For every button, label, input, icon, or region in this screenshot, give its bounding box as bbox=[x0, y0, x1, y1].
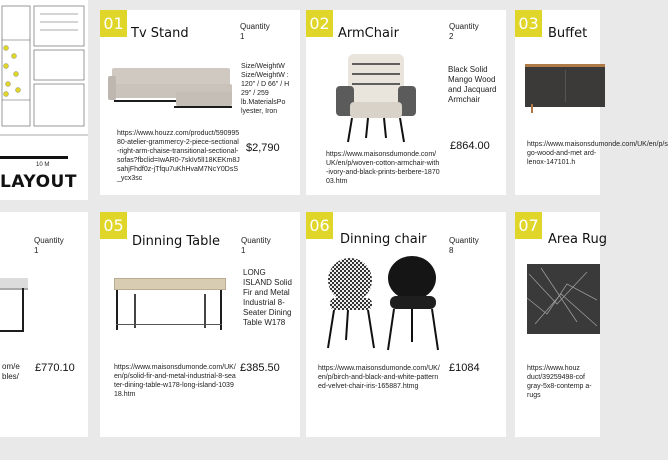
item-card-05 bbox=[100, 212, 300, 437]
rug-image bbox=[527, 264, 600, 334]
item-card-06 bbox=[306, 212, 506, 437]
floor-plan-fragment bbox=[0, 0, 88, 200]
item-card-02 bbox=[306, 10, 506, 195]
item-title: ArmChair bbox=[338, 26, 399, 41]
side-table-image bbox=[0, 278, 30, 338]
quantity-value: 8 bbox=[449, 246, 454, 255]
quantity-label: Quantity bbox=[34, 236, 64, 245]
item-url[interactable]: https://www.maisonsdumonde.com/UK/en/p/woven-cotton-armchair-with-ivory-and-black-prints-berbere-187003.htm bbox=[326, 151, 440, 185]
quantity-value: 1 bbox=[240, 32, 245, 41]
sofa-image bbox=[108, 62, 234, 118]
buffet-image bbox=[525, 64, 605, 114]
quantity-value: 2 bbox=[449, 32, 454, 41]
item-spec: LONG ISLAND Solid Fir and Metal Industrial 8-Seater Dining Table W178 bbox=[243, 268, 292, 327]
item-url[interactable]: https://www.maisonsdumonde.com/UK/en/p/birch-and-black-and-white-patterned-velvet-chair-iris-165887.htmg bbox=[318, 365, 440, 390]
dining-table-image bbox=[112, 274, 230, 338]
item-card-07 bbox=[515, 212, 607, 437]
item-card-01 bbox=[100, 10, 300, 195]
item-card-04 bbox=[0, 212, 88, 437]
item-price: £385.50 bbox=[240, 362, 280, 374]
quantity-value: 1 bbox=[241, 246, 246, 255]
item-price: $2,790 bbox=[246, 142, 280, 154]
item-price: £770.10 bbox=[35, 362, 75, 374]
item-number: 05 bbox=[100, 212, 127, 239]
item-price: £1084 bbox=[449, 362, 480, 374]
item-title: Tv Stand bbox=[131, 26, 189, 41]
quantity-label: Quantity bbox=[241, 236, 271, 245]
item-url[interactable]: https://www.maisonsdumonde.com/UK/en/p/solid-fir-and-metal-industrial-8-seater-dining-table-w178-long-island-103918.htm bbox=[114, 364, 236, 398]
item-number: 07 bbox=[515, 212, 542, 239]
quantity-label: Quantity bbox=[240, 22, 270, 31]
item-title: Buffet bbox=[548, 26, 588, 41]
quantity-value: 1 bbox=[34, 246, 39, 255]
item-card-03 bbox=[515, 10, 668, 195]
quantity-label: Quantity bbox=[449, 22, 479, 31]
item-url[interactable]: https://www.maisonsdumonde.com/UK/en/p/s go-wood-and-met ard-lenox-147101.h bbox=[527, 141, 668, 166]
floor-plan-drawing bbox=[0, 0, 88, 150]
item-number: 02 bbox=[306, 10, 333, 37]
armchair-image bbox=[328, 50, 424, 146]
item-url[interactable]: https://www.houzz.com/product/59099580-atelier-grammercy-2-piece-sectional-right-arm-chaise-transitional-sectional-sofas?fbclid=IwAR0-7skIv5lI18KEKm8JsahjFhdf0z-jTfqu7uKhHvaM7NcY0DsS_ycx3sc bbox=[117, 130, 240, 182]
item-spec: Black Solid Mango Wood and Jacquard Armchair bbox=[448, 65, 497, 104]
layout-label: LAYOUT bbox=[0, 172, 77, 192]
item-number: 01 bbox=[100, 10, 127, 37]
item-spec: Size/WeightW Size/WeightW : 120" / D 66" / H 29" / 259 lb.MaterialsPo lyester, Iron bbox=[241, 63, 290, 115]
item-title: Area Rug bbox=[548, 232, 607, 247]
dining-chairs-image bbox=[320, 254, 446, 354]
item-url[interactable]: https://www.houz duct/39259498-cof gray-5x8-contemp a-rugs bbox=[527, 365, 592, 399]
item-number: 06 bbox=[306, 212, 333, 239]
item-number: 03 bbox=[515, 10, 542, 37]
item-title: Dinning chair bbox=[340, 232, 427, 247]
item-title: Dinning Table bbox=[132, 234, 220, 249]
quantity-label: Quantity bbox=[449, 236, 479, 245]
item-price: £864.00 bbox=[450, 140, 490, 152]
scale-label: 10 M bbox=[36, 162, 50, 168]
item-url[interactable]: om/e bles/ bbox=[2, 362, 20, 381]
scale-bar bbox=[0, 156, 68, 159]
